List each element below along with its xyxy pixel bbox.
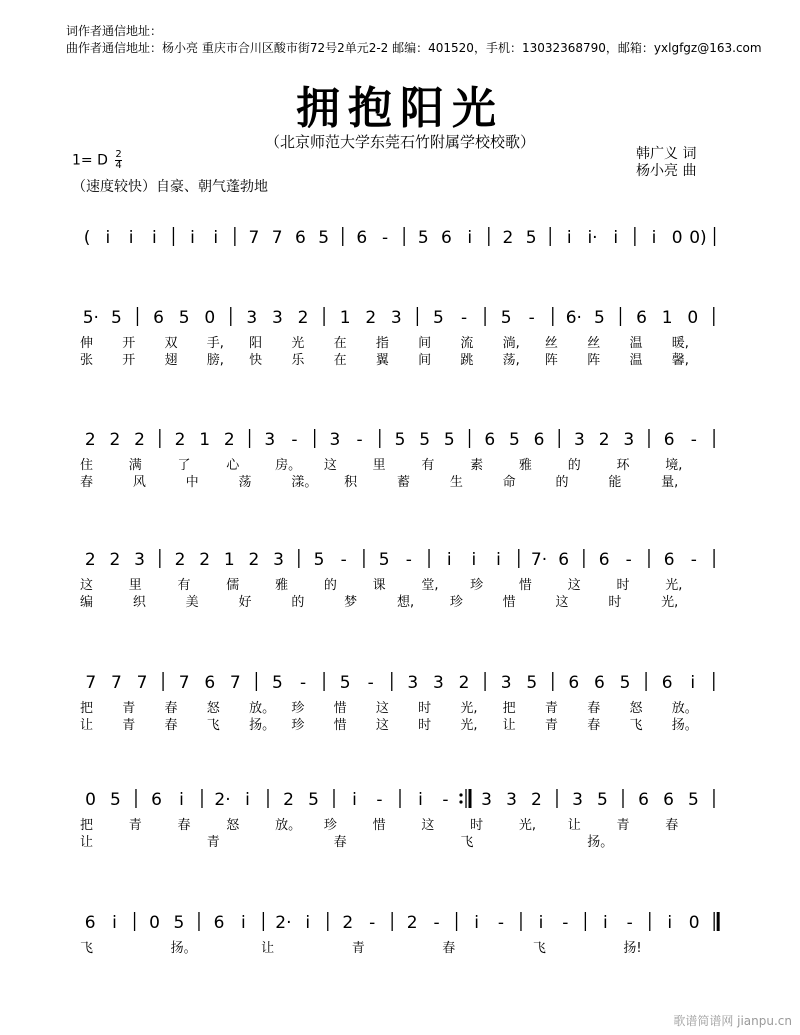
note: 7 <box>136 673 148 693</box>
composer-contact: 曲作者通信地址：杨小亮 重庆市合川区酸市街72号2单元2-2 邮编：401520，手机：13032368790，邮箱：yxlgfgz@163.com <box>66 41 762 55</box>
note: - <box>690 430 697 450</box>
lyric-syllable: 课 <box>372 578 386 593</box>
lyric-syllable: 里 <box>128 578 142 593</box>
lyric-syllable: 青 <box>544 701 558 716</box>
note: 0 <box>149 913 160 933</box>
lyric-syllable: 漾。 <box>291 475 318 490</box>
note: i <box>603 913 608 933</box>
lyric-syllable: 惜 <box>372 818 386 833</box>
note: 2 <box>342 913 354 933</box>
note: 6 <box>294 228 306 248</box>
note: 3 <box>273 550 285 570</box>
lyric-syllable: 梦 <box>344 595 358 610</box>
note: 2 <box>365 308 377 328</box>
lyric-syllable: 暖, <box>671 336 689 351</box>
lyric-syllable: 环 <box>616 458 630 473</box>
lyric-syllable: 生 <box>449 475 463 490</box>
note: - <box>291 430 298 450</box>
note: i <box>240 913 246 933</box>
lyric-syllable: 惜 <box>333 718 347 733</box>
lyric-syllable: 春 <box>164 701 178 716</box>
lyric-syllable: 时 <box>418 701 432 716</box>
note: i <box>418 790 423 810</box>
lyric-syllable: 开 <box>122 336 136 351</box>
note: i <box>112 913 117 933</box>
lyric-syllable: 这 <box>555 595 569 610</box>
note: 5 <box>500 308 512 328</box>
note: 3 <box>433 673 444 693</box>
note: - <box>562 913 569 933</box>
note: 2 <box>458 673 470 693</box>
note: 6 <box>598 550 610 570</box>
note: 5 <box>419 430 431 450</box>
note: 3 <box>623 430 635 450</box>
lyric-syllable: 这 <box>567 578 581 593</box>
note: i <box>352 790 357 810</box>
note: 5 <box>394 430 406 450</box>
note: 6 <box>594 673 605 693</box>
note: 6 <box>636 308 647 328</box>
note: 3 <box>329 430 341 450</box>
lyric-syllable: 春 <box>80 475 94 490</box>
note: 6· <box>565 308 582 328</box>
lyric-syllable: 让 <box>502 718 516 733</box>
note: - <box>497 913 505 933</box>
note: 5· <box>82 308 99 328</box>
note: 6 <box>204 673 216 693</box>
lyric-syllable: 积 <box>344 475 358 490</box>
lyric-syllable: 时 <box>470 818 484 833</box>
lyric-syllable: 阳 <box>249 336 263 351</box>
note: 2 <box>84 550 96 570</box>
note: i <box>667 913 673 933</box>
lyric-syllable: 飞 <box>629 718 643 733</box>
time-sig-top: 2 <box>115 149 122 160</box>
lyric-syllable: 把 <box>502 701 516 716</box>
note: 3 <box>246 308 258 328</box>
note: i <box>496 550 501 570</box>
lyric-syllable: 光, <box>665 578 683 593</box>
lyric-syllable: 双 <box>164 336 178 351</box>
note: 5 <box>619 673 631 693</box>
note: 5 <box>443 430 455 450</box>
note: i <box>538 913 544 933</box>
note: 0 <box>204 308 216 328</box>
lyric-syllable: 春 <box>333 835 347 850</box>
lyric-syllable: 能 <box>608 475 622 490</box>
lyric-syllable: 住 <box>80 458 94 473</box>
lyric-syllable: 的 <box>291 595 305 610</box>
lyricist-credit: 韩广义 词 <box>636 146 697 162</box>
note: 3 <box>500 673 512 693</box>
note: 7 <box>178 673 190 693</box>
lyric-syllable: 放。 <box>275 818 302 833</box>
repeat-dot <box>459 793 462 796</box>
lyric-syllable: 了 <box>177 458 191 473</box>
note: 1 <box>199 430 211 450</box>
lyric-syllable: 这 <box>375 718 389 733</box>
note: 2 <box>283 790 294 810</box>
lyric-syllable: 快 <box>249 353 263 368</box>
note: 2 <box>248 550 260 570</box>
lyric-syllable: 飞 <box>460 835 474 850</box>
lyric-syllable: 扬。 <box>170 941 197 956</box>
lyric-syllable: 膀, <box>206 353 224 368</box>
lyric-syllable: 春 <box>164 718 178 733</box>
note: 0 <box>85 790 96 810</box>
note: 0 <box>687 308 699 328</box>
lyric-syllable: 光 <box>291 336 305 351</box>
lyric-syllable: 青 <box>351 941 365 956</box>
note: i <box>128 228 134 248</box>
lyric-syllable: 让 <box>80 835 94 850</box>
lyric-syllable: 珍 <box>291 701 305 716</box>
time-sig-bottom: 4 <box>115 160 122 171</box>
lyric-syllable: 伸 <box>80 336 94 351</box>
note: 5 <box>597 790 608 810</box>
lyric-syllable: 有 <box>177 578 191 593</box>
lyric-syllable: 张 <box>80 353 94 368</box>
note: 2 <box>134 430 145 450</box>
lyric-syllable: 间 <box>418 336 432 351</box>
lyric-syllable: 的 <box>555 475 569 490</box>
note: 5 <box>173 913 185 933</box>
lyric-syllable: 这 <box>80 578 94 593</box>
lyric-syllable: 境, <box>665 458 683 473</box>
lyric-syllable: 这 <box>323 458 337 473</box>
lyric-syllable: 流 <box>460 336 474 351</box>
note: 6 <box>663 430 675 450</box>
lyric-syllable: 想, <box>397 595 415 610</box>
lyric-syllable: 怒 <box>206 701 220 716</box>
lyric-syllable: 青 <box>122 718 136 733</box>
note: 3 <box>390 308 402 328</box>
note: 7· <box>530 550 548 570</box>
lyric-syllable: 丝 <box>544 336 558 351</box>
note: i <box>467 228 473 248</box>
note: 6 <box>663 550 675 570</box>
lyric-syllable: 跳 <box>460 353 474 368</box>
lyric-syllable: 春 <box>587 718 601 733</box>
note: 5 <box>525 228 537 248</box>
song-subtitle: （北京师范大学东莞石竹附属学校校歌） <box>264 133 535 151</box>
note: 6 <box>558 550 570 570</box>
note: - <box>528 308 535 328</box>
note: i· <box>587 228 598 248</box>
lyric-syllable: 春 <box>587 701 601 716</box>
lyric-syllable: 馨, <box>671 353 689 368</box>
note: - <box>460 308 468 328</box>
lyric-syllable: 蓄 <box>397 475 411 490</box>
lyric-syllable: 命 <box>502 475 516 490</box>
lyric-syllable: 这 <box>375 701 389 716</box>
tempo-marking: （速度较快）自豪、朝气蓬勃地 <box>72 179 268 195</box>
lyric-syllable: 满 <box>128 458 142 473</box>
note: 2 <box>109 550 121 570</box>
lyric-syllable: 怒 <box>629 701 643 716</box>
note: 1 <box>661 308 673 328</box>
lyric-syllable: 青 <box>544 718 558 733</box>
note: 2 <box>297 308 309 328</box>
lyric-syllable: 珍 <box>323 818 337 833</box>
lyric-syllable: 时 <box>616 578 630 593</box>
lyric-syllable: 手, <box>206 336 224 351</box>
note: 0 <box>688 913 700 933</box>
note: 5 <box>508 430 520 450</box>
lyric-syllable: 房。 <box>275 458 302 473</box>
note: 1 <box>339 308 351 328</box>
lyric-syllable: 编 <box>80 595 94 610</box>
note: 6 <box>151 790 162 810</box>
lyric-syllable: 光, <box>518 818 537 833</box>
note: 7 <box>248 228 260 248</box>
note: 2 <box>223 430 235 450</box>
note: 5 <box>339 673 351 693</box>
note: 7 <box>229 673 241 693</box>
note: - <box>442 790 449 810</box>
note: 2 <box>199 550 211 570</box>
repeat-dot <box>459 800 462 803</box>
note: i <box>566 228 572 248</box>
note: 5 <box>178 308 190 328</box>
lyric-syllable: 有 <box>421 458 435 473</box>
note: - <box>690 550 697 570</box>
note: 3 <box>572 790 583 810</box>
note: 5 <box>526 673 538 693</box>
note: i <box>151 228 157 248</box>
note: i <box>179 790 184 810</box>
lyric-syllable: 阵 <box>587 353 601 368</box>
note: 7 <box>85 673 97 693</box>
lyric-syllable: 织 <box>132 595 146 610</box>
note: ( <box>83 228 91 248</box>
lyric-syllable: 雅 <box>518 458 532 473</box>
note: i <box>474 913 479 933</box>
note: - <box>299 673 307 693</box>
note: 3 <box>506 790 517 810</box>
lyric-syllable: 青 <box>206 835 220 850</box>
note: 6 <box>484 430 496 450</box>
note: 5 <box>378 550 390 570</box>
note: 2 <box>598 430 610 450</box>
lyric-syllable: 春 <box>442 941 456 956</box>
note: 3 <box>407 673 419 693</box>
note: 0 <box>671 228 683 248</box>
lyric-syllable: 扬。 <box>249 718 276 733</box>
lyric-syllable: 飞 <box>532 941 546 956</box>
lyric-syllable: 惜 <box>333 701 347 716</box>
lyric-syllable: 让 <box>567 818 581 833</box>
note: 5 <box>110 790 121 810</box>
note: 2 <box>406 913 418 933</box>
note: 0) <box>689 228 707 248</box>
lyricist-contact: 词作者通信地址： <box>66 24 163 38</box>
note: 6 <box>663 790 674 810</box>
lyric-syllable: 指 <box>375 336 389 351</box>
note: - <box>625 550 632 570</box>
lyric-syllable: 雅 <box>275 578 289 593</box>
note: 3 <box>134 550 145 570</box>
note: - <box>433 913 440 933</box>
note: 5 <box>433 308 444 328</box>
lyric-syllable: 扬! <box>623 941 642 956</box>
lyric-syllable: 珍 <box>470 578 484 593</box>
note: 5 <box>272 673 283 693</box>
lyric-syllable: 荡 <box>238 475 252 490</box>
lyric-syllable: 的 <box>567 458 581 473</box>
note: 3 <box>574 430 585 450</box>
note: 6 <box>533 430 545 450</box>
note: 2 <box>174 550 186 570</box>
note: 6 <box>213 913 225 933</box>
lyric-syllable: 里 <box>372 458 386 473</box>
lyric-syllable: 让 <box>80 718 94 733</box>
note: i <box>245 790 250 810</box>
lyric-syllable: 怒 <box>226 818 240 833</box>
lyric-syllable: 风 <box>132 475 146 490</box>
lyric-syllable: 让 <box>261 941 275 956</box>
note: - <box>381 228 389 248</box>
lyric-syllable: 珍 <box>291 718 305 733</box>
note: 5 <box>318 228 330 248</box>
note: i <box>305 913 311 933</box>
note: 2 <box>502 228 514 248</box>
key-label: 1= D <box>72 152 108 169</box>
lyric-syllable: 间 <box>418 353 432 368</box>
lyric-syllable: 光, <box>661 595 679 610</box>
note: i <box>105 228 111 248</box>
lyric-syllable: 温 <box>629 353 643 368</box>
lyric-syllable: 青 <box>122 701 136 716</box>
note: 2 <box>531 790 542 810</box>
lyric-syllable: 在 <box>333 336 347 351</box>
lyric-syllable: 淌, <box>502 336 520 351</box>
lyric-syllable: 荡, <box>502 353 520 368</box>
note: - <box>376 790 383 810</box>
note: 6 <box>568 673 580 693</box>
lyric-syllable: 心 <box>226 458 240 473</box>
note: i <box>213 228 219 248</box>
lyric-syllable: 开 <box>122 353 136 368</box>
watermark: 歌谱简谱网 jianpu.cn <box>673 1014 792 1028</box>
note: 5 <box>594 308 605 328</box>
note: 5 <box>308 790 319 810</box>
lyric-syllable: 把 <box>80 701 94 716</box>
note: 1 <box>223 550 235 570</box>
lyric-syllable: 美 <box>185 595 199 610</box>
note: 5 <box>417 228 429 248</box>
lyric-syllable: 飞 <box>206 718 220 733</box>
lyric-syllable: 珍 <box>449 595 463 610</box>
lyric-syllable: 素 <box>470 458 484 473</box>
lyric-syllable: 飞 <box>80 941 94 956</box>
note: i <box>190 228 195 248</box>
note: 5 <box>313 550 325 570</box>
note: - <box>340 550 347 570</box>
note: 5 <box>111 308 122 328</box>
lyric-syllable: 温 <box>629 336 643 351</box>
note: 3 <box>272 308 283 328</box>
lyric-syllable: 儒 <box>226 578 240 593</box>
lyric-syllable: 把 <box>80 818 94 833</box>
note: 2 <box>109 430 121 450</box>
lyric-syllable: 翼 <box>375 353 389 368</box>
lyric-syllable: 青 <box>128 818 142 833</box>
note: 2· <box>214 790 231 810</box>
composer-credit: 杨小亮 曲 <box>636 163 697 179</box>
note: 2 <box>174 430 186 450</box>
lyric-syllable: 光, <box>460 718 478 733</box>
lyric-syllable: 春 <box>665 818 679 833</box>
lyric-syllable: 乐 <box>291 353 305 368</box>
note: 6 <box>356 228 368 248</box>
note: i <box>446 550 452 570</box>
lyric-syllable: 的 <box>323 578 337 593</box>
note: - <box>626 913 633 933</box>
lyric-syllable: 中 <box>185 475 199 490</box>
note: i <box>471 550 477 570</box>
lyric-syllable: 在 <box>333 353 347 368</box>
lyric-syllable: 时 <box>608 595 622 610</box>
lyric-syllable: 时 <box>418 718 432 733</box>
lyric-syllable: 丝 <box>587 336 601 351</box>
lyric-syllable: 光, <box>460 701 478 716</box>
lyric-syllable: 青 <box>616 818 630 833</box>
note: 7 <box>271 228 283 248</box>
lyric-syllable: 春 <box>177 818 191 833</box>
lyric-syllable: 量, <box>661 475 679 490</box>
song-title: 拥抱阳光 <box>296 83 504 134</box>
note: 2 <box>84 430 96 450</box>
lyric-syllable: 堂, <box>421 578 439 593</box>
lyric-syllable: 好 <box>238 595 252 610</box>
lyric-syllable: 扬。 <box>671 718 698 733</box>
note: - <box>356 430 363 450</box>
note: i <box>613 228 619 248</box>
lyric-syllable: 惜 <box>502 595 516 610</box>
lyric-syllable: 惜 <box>518 578 532 593</box>
note: 6 <box>441 228 452 248</box>
note: i <box>651 228 657 248</box>
lyric-syllable: 放。 <box>671 701 698 716</box>
lyric-syllable: 翅 <box>164 353 178 368</box>
note: 5 <box>688 790 699 810</box>
note: i <box>690 673 696 693</box>
note: 2· <box>275 913 292 933</box>
lyric-syllable: 这 <box>421 818 435 833</box>
note: 6 <box>661 673 673 693</box>
note: 3 <box>481 790 492 810</box>
note: 6 <box>153 308 164 328</box>
lyric-syllable: 扬。 <box>587 835 614 850</box>
note: - <box>405 550 412 570</box>
note: 3 <box>264 430 276 450</box>
lyric-syllable: 放。 <box>249 701 276 716</box>
note: 7 <box>111 673 122 693</box>
note: 6 <box>638 790 649 810</box>
note: - <box>369 913 376 933</box>
note: - <box>367 673 374 693</box>
note: 6 <box>84 913 96 933</box>
lyric-syllable: 阵 <box>544 353 558 368</box>
